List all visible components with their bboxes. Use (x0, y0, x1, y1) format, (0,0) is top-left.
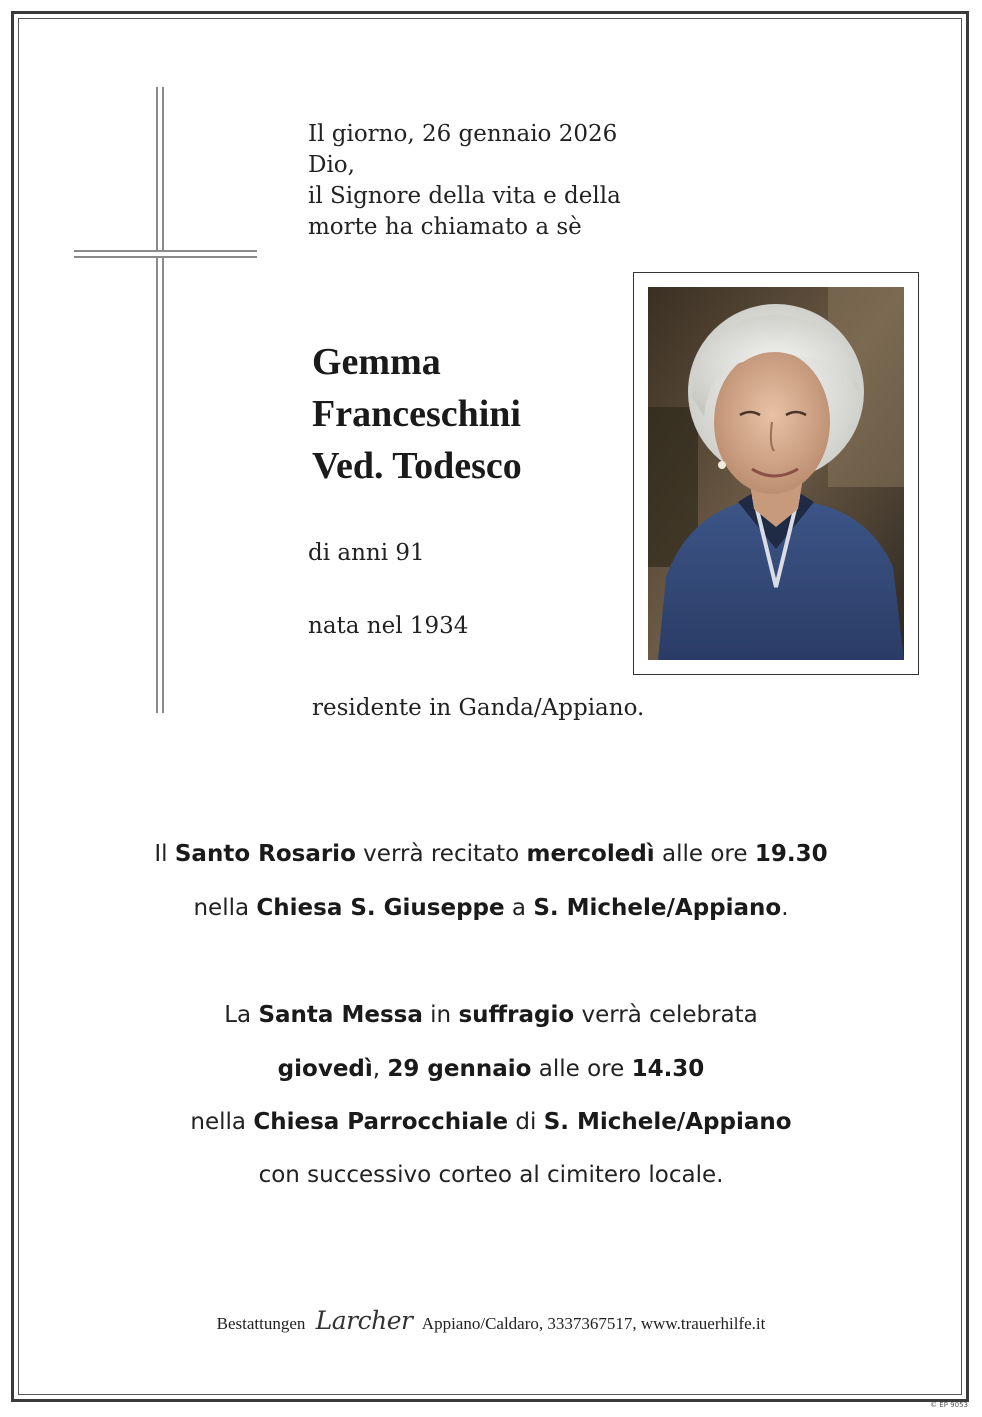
cross-center (158, 252, 162, 256)
rosary-time: 19.30 (754, 841, 828, 867)
cross-vertical-bar (156, 87, 164, 713)
mass-time: 14.30 (631, 1056, 705, 1082)
rosary-line-1 (0, 839, 982, 870)
mass-day: giovedì (277, 1056, 373, 1082)
mass-text: , (372, 1056, 388, 1082)
mass-text: La (224, 1002, 259, 1028)
rosary-text: . (781, 895, 789, 921)
age-text: di anni 91 (308, 540, 425, 566)
rosary-church: Chiesa S. Giuseppe (256, 895, 505, 921)
mass-line-2 (0, 1054, 982, 1085)
mass-suffrage: suffragio (458, 1002, 575, 1028)
footer-contact: Appiano/Caldaro, 3337367517, www.trauerhilfe.it (421, 1314, 766, 1333)
mass-line-4 (0, 1160, 982, 1191)
rosary-text: verrà recitato (355, 841, 527, 867)
mass-text: verrà celebrata (574, 1002, 758, 1028)
intro-line-2: Dio, (308, 152, 355, 178)
rosary-event: Santo Rosario (174, 841, 356, 867)
mass-church: Chiesa Parrocchiale (253, 1109, 509, 1135)
mass-line-3 (0, 1107, 982, 1138)
first-name: Gemma (312, 341, 441, 383)
rosary-text: nella (193, 895, 257, 921)
rosary-text: a (504, 895, 534, 921)
mass-text: in (422, 1002, 459, 1028)
rosary-day: mercoledì (526, 841, 655, 867)
widow-name: Ved. Todesco (312, 445, 522, 487)
mass-line-1 (0, 1000, 982, 1031)
mass-text: di (508, 1109, 544, 1135)
mass-text: alle ore (531, 1056, 632, 1082)
mass-procession: con successivo corteo al cimitero locale. (258, 1162, 724, 1188)
mass-event: Santa Messa (258, 1002, 423, 1028)
last-name: Franceschini (312, 393, 521, 435)
footer-prefix: Bestattungen (216, 1314, 306, 1333)
mass-place: S. Michele/Appiano (543, 1109, 792, 1135)
residence-text: residente in Ganda/Appiano. (312, 695, 645, 721)
birth-year-text: nata nel 1934 (308, 613, 469, 639)
mass-text: nella (190, 1109, 254, 1135)
intro-line-3: il Signore della vita e della (308, 183, 621, 209)
photo-frame (633, 272, 919, 675)
intro-text (308, 119, 621, 243)
intro-line-4: morte ha chiamato a sè (308, 214, 582, 240)
intro-line-1: Il giorno, 26 gennaio 2026 (308, 121, 618, 147)
cross-horizontal-bar (74, 250, 257, 258)
rosary-place: S. Michele/Appiano (533, 895, 782, 921)
rosary-line-2 (0, 893, 982, 924)
rosary-text: Il (154, 841, 175, 867)
deceased-name (312, 336, 522, 492)
mass-date: 29 gennaio (387, 1056, 532, 1082)
portrait-photo (648, 287, 904, 660)
funeral-home-logo: Larcher (315, 1306, 413, 1335)
rosary-text: alle ore (654, 841, 755, 867)
document-code: © EP 9053 (930, 1401, 968, 1409)
footer (0, 1306, 982, 1335)
